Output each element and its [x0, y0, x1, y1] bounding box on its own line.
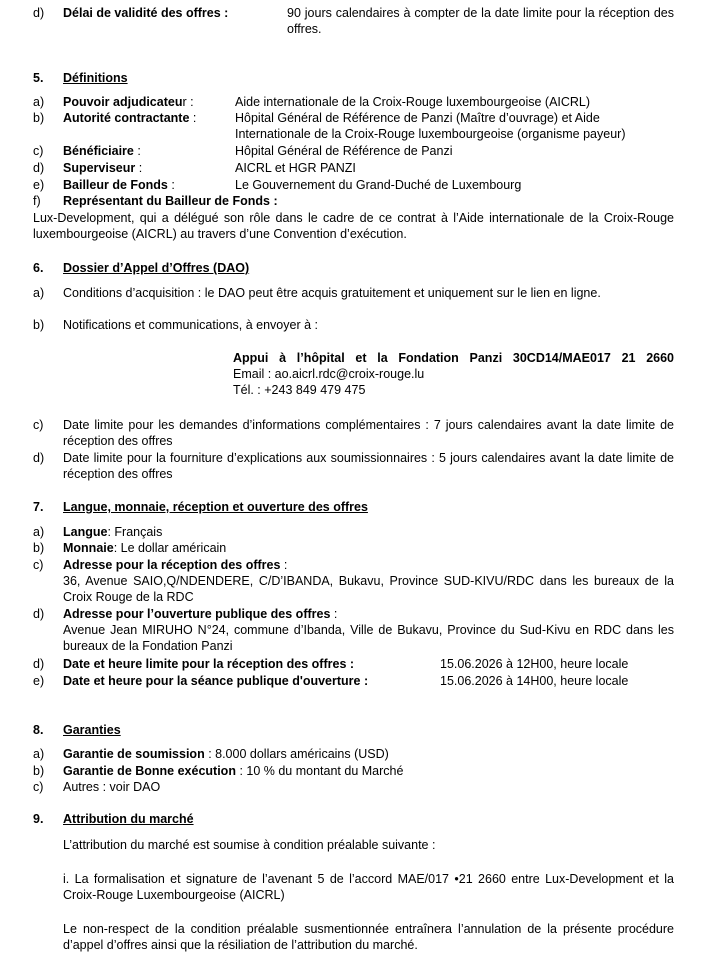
section-title: Langue, monnaie, réception et ouverture des offres: [63, 500, 368, 514]
contact-phone: Tél. : +243 849 479 475: [233, 383, 366, 397]
contact-title: Appui à l’hôpital et la Fondation Panzi 30CD14/MAE017 21 2660: [233, 351, 674, 365]
validity-value: 90 jours calendaires à compter de la date limite pour la réception des offres.: [287, 6, 674, 36]
validity-term: Délai de validité des offres: [63, 6, 221, 20]
contact-block: [233, 350, 674, 398]
section-title: Attribution du marché: [63, 812, 194, 826]
definition-paragraph: Lux-Development, qui a délégué son rôle dans le cadre de ce contrat à l’Aide internationale de la Croix-Rouge luxembourgeoise (AICRL) au travers d’une Convention d’exécution.: [33, 211, 674, 241]
section-title: Garanties: [63, 723, 121, 737]
document-page: d) Délai de validité des offres : 90 jours calendaires à compter de la date limite pour la réception des offres. 5. Définitions a) Pouvoir adjudicateur : Aide internationale de la Croix-Rouge luxembourgeoise (AICRL) b) Autorité contractante : Hôpital Général de Référence de Panzi (Maître d’ouvrage) et Aide Internationale de la Croix-Rouge luxembourgeoise (organisme payeur) c) Bénéficiaire : Hôpital Général de Référence de Panzi d) Superviseur : AICRL et HGR PANZI e) Bailleur de Fonds : Le Gouvernement du Grand-Duché de Luxembourg f) Représentant du Bailleur de Fonds : Lux-Development, qui a délégué son rôle dans le cadre de ce contrat à l’Aide internationale de la Croix-Rouge luxembourgeoise (AICRL) au travers d’une Convention d’exécution. 6. Dossier d’Appel d’Offres (DAO) a) Conditions d’acquisition : le DAO peut être acquis gratuitement et uniquement sur le lien en ligne. b) Notifications et communications, à envoyer à : Appui à l’hôpital et la Fondation Panzi 30CD14/MAE017 21 2660 Email : ao.aicrl.rdc@croix-rouge.lu Tél. : +243 849 479 475 c) Date limite pour les demandes d’informations complémentaires : 7 jours calendaires avant la date limite de réception des offres d) Date limite pour la fourniture d’explications aux soumissionnaires : 5 jours calendaires avant la date limite de réception des offres 7. Langue, monnaie, réception et ouverture des offres a) Langue: Français b) Monnaie: Le dollar américain c) Adresse pour la réception des offres : 36, Avenue SAIO,Q/NDENDERE, C/D’IBANDA, Bukavu, Province SUD-KIVU/RDC dans les bureaux de la Croix Rouge de la RDC d) Adresse pour l’ouverture publique des offres : Avenue Jean MIRUHO N°24, commune d’Ibanda, Ville de Bukavu, Province du Sud-Kivu en RDC dans les bureaux de la Fondation Panzi d) Date et heure limite pour la réception des offres : 15.06.2026 à 12H00, heure locale e) Date et heure pour la séance publique d'ouverture : 15.06.2026 à 14H00, heure locale 8. Garanties a) Garantie de soumission : 8.000 dollars américains (USD) b) Garantie de Bonne exécution : 10 % du montant du Marché c) Autres : voir DAO 9. Attribution du marché L’attribution du marché est soumise à condition préalable suivante : i. La formalisation et signature de l’avenant 5 de l’accord MAE/017 •21 2660 entre Lux-Development et la Croix-Rouge Luxembourgeoise (AICRL) Le non-respect de la condition préalable susmentionnée entraînera l’annulation de la présente procédure d’appel d’offres ainsi que la résiliation de l’attribution du marché.: [33, 6, 674, 952]
section-title: Définitions: [63, 71, 128, 85]
item-label: d): [33, 6, 45, 20]
section-title: Dossier d’Appel d’Offres (DAO): [63, 261, 250, 275]
contact-email: Email : ao.aicrl.rdc@croix-rouge.lu: [233, 367, 425, 381]
